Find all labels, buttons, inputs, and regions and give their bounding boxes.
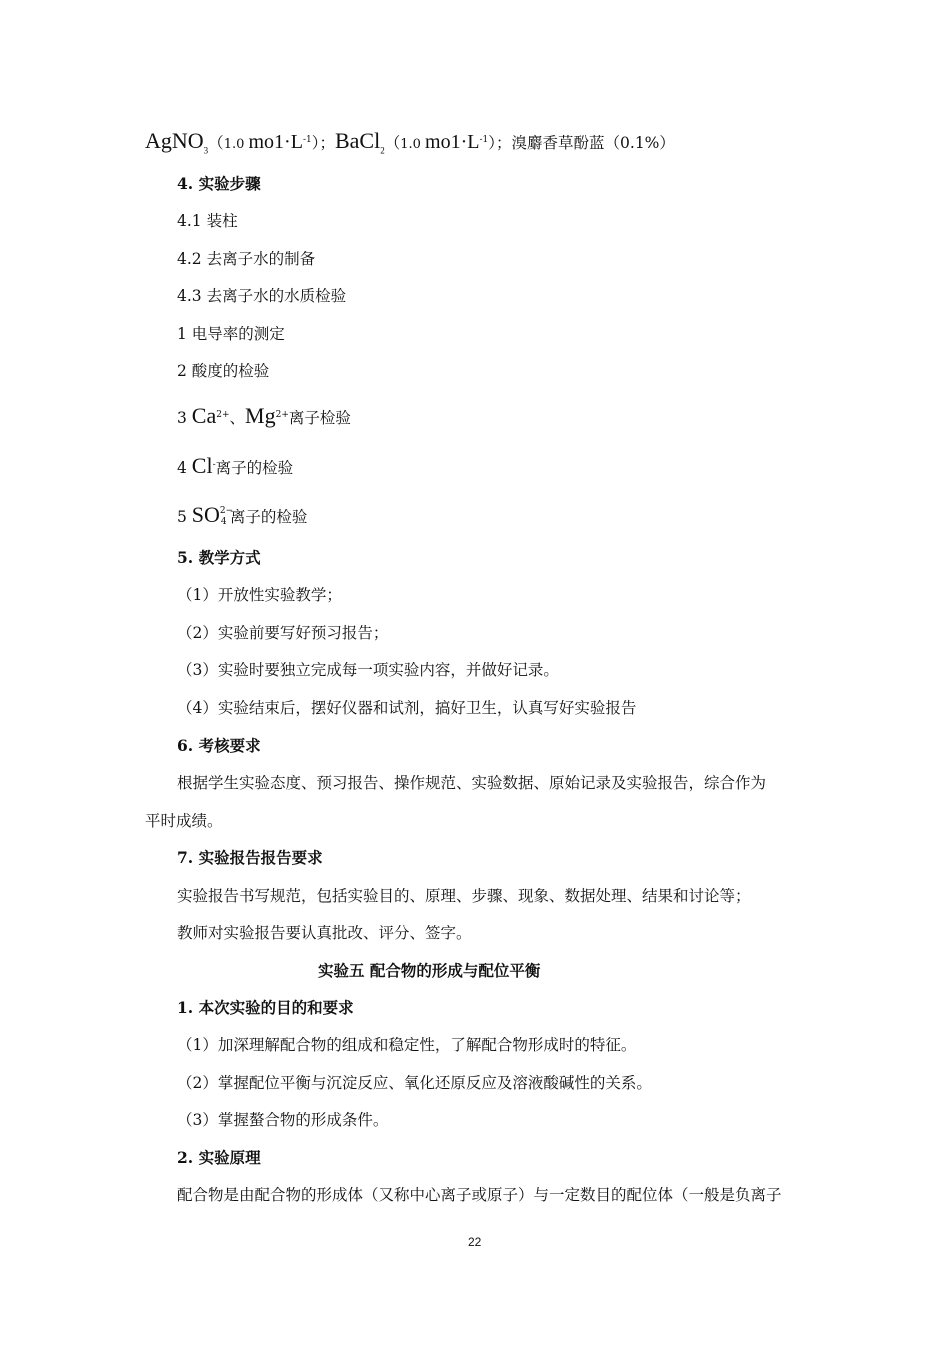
goal-1: （1）加深理解配合物的组成和稳定性，了解配合物形成时的特征。 — [177, 1036, 637, 1054]
teaching-item-1: （1）开放性实验教学； — [177, 586, 342, 604]
agno3-formula: AgNO$_3$ — [145, 128, 209, 156]
experiment-5-goals-heading: 1. 本次实验的目的和要求 — [177, 998, 354, 1017]
test-4: 4 Cl-离子的检验 — [177, 453, 294, 478]
step-4-2: 4.2 去离子水的制备 — [177, 250, 316, 268]
experiment-5-title: 实验五 配合物的形成与配位平衡 — [318, 961, 541, 980]
reagents-line: AgNO$_3$（1.0 $mo1\cdot L^{-1}$）；BaCl$_2$（1.0 $mo1\cdot L^{-1}$）；溴麝香草酚蓝（0.1%） — [145, 128, 675, 156]
teaching-item-2: （2）实验前要写好预习报告； — [177, 624, 389, 642]
section-7-heading: 7. 实验报告报告要求 — [177, 848, 323, 867]
teaching-item-4: （4）实验结束后，摆好仪器和试剂，搞好卫生，认真写好实验报告 — [177, 699, 637, 717]
report-requirement-line-2: 教师对实验报告要认真批改、评分、签字。 — [177, 924, 472, 942]
section-5-heading: 5. 教学方式 — [177, 548, 261, 567]
bacl2-formula: BaCl$_2$ — [334, 128, 385, 156]
goal-2: （2）掌握配位平衡与沉淀反应、氧化还原反应及溶液酸碱性的关系。 — [177, 1074, 652, 1092]
section-6-heading: 6. 考核要求 — [177, 736, 261, 755]
indicator-text: 溴麝香草酚蓝（0.1%） — [511, 134, 675, 152]
assessment-paragraph-line-1: 根据学生实验态度、预习报告、操作规范、实验数据、原始记录及实验报告，综合作为 — [177, 774, 767, 792]
test-3: 3 $Ca^{2+}$、$Mg^{2+}$离子检验 — [177, 403, 351, 428]
step-4-1: 4.1 装柱 — [177, 212, 238, 230]
goal-3: （3）掌握螯合物的形成条件。 — [177, 1111, 389, 1129]
test-2: 2 酸度的检验 — [177, 362, 270, 380]
section-4-heading: 4. 实验步骤 — [177, 174, 261, 193]
principle-heading: 2. 实验原理 — [177, 1148, 261, 1167]
test-5: 5 SO 2− 4 离子的检验 — [177, 502, 308, 527]
assessment-paragraph-line-2: 平时成绩。 — [145, 812, 223, 830]
step-4-3: 4.3 去离子水的水质检验 — [177, 287, 347, 305]
principle-paragraph: 配合物是由配合物的形成体（又称中心离子或原子）与一定数目的配位体（一般是负离子 — [177, 1186, 782, 1204]
teaching-item-3: （3）实验时要独立完成每一项实验内容，并做好记录。 — [177, 661, 559, 679]
page-number: 22 — [468, 1235, 482, 1249]
report-requirement-line-1: 实验报告书写规范，包括实验目的、原理、步骤、现象、数据处理、结果和讨论等； — [177, 887, 751, 905]
test-1: 1 电导率的测定 — [177, 325, 285, 343]
